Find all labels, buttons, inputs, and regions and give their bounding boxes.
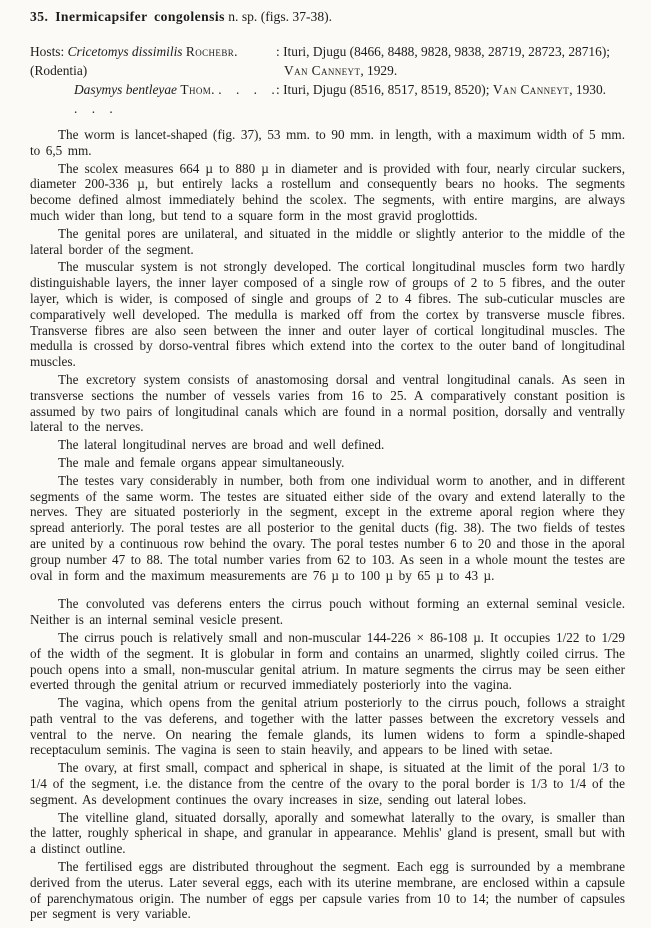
host-note: (Rodentia) xyxy=(30,63,88,78)
paragraph-cirrus-pouch: The cirrus pouch is relatively small and non-muscular 144-226 × 86-108 µ. It occupies 1/22 to 1/29 of the width of the segment. It is globular in form and contains an unarmed, slightly coiled cirrus. The pouch opens into a small, non-muscular genital atrium. In mature segments the cirrus may be seen either everted through the genital atrium or recurved immediately posteriorly into the vagina. xyxy=(30,629,625,693)
host-row-dasymys xyxy=(30,80,625,118)
hosts-block xyxy=(30,42,625,118)
paragraph-nerves: The lateral longitudinal nerves are broad and well defined. xyxy=(58,437,385,453)
host-locality-text: : Ituri, Djugu (8516, 8517, 8519, 8520); xyxy=(276,82,493,97)
species-heading-number-name: 35. Inermicapsifer congolensis xyxy=(30,9,225,24)
host-locality xyxy=(276,42,625,80)
host-entry xyxy=(30,80,276,118)
host-collector-name: Van Canneyt xyxy=(284,63,361,78)
paragraph-testes: The testes vary considerably in number, both from one individual worm to another, and in different segments of the same worm. The testes are situated either side of the ovary and extend laterally to the nerves. They are situated posteriorly in the segment, except in the extreme aporal region where they spread anteriorly. The poral testes are all posterior to the genital ducts (fig. 38). The two fields of testes are united by a continuous row behind the ovary. The poral testes number 6 to 20 and those in the aporal group number 47 to 88. The total number varies from 62 to 103. As seen in a whole mount the testes are oval in form and the maximum measurements are 76 µ to 100 µ by 65 µ to 43 µ. xyxy=(30,472,625,583)
host-species-author: Thom. xyxy=(180,82,215,97)
dot-leader: . . . . . . . xyxy=(74,82,276,116)
host-species-author: Rochebr. xyxy=(185,44,238,59)
paragraph-eggs: The fertilised eggs are distributed throughout the segment. Each egg is surrounded by a membrane derived from the uterus. Later several eggs, each with its uterine membrane, are enclosed within a capsule of parenchymatous origin. The number of eggs per capsule varies from 10 to 14; the number of capsules per segment is very variable. xyxy=(30,859,625,922)
paragraph-scolex: The scolex measures 664 µ to 880 µ in diameter and is provided with four, nearly circular suckers, diameter 200-336 µ, but entirely lacks a rostellum and consequently bears no hooks. The segments become defined almost immediately behind the scolex. The segments, with entire margins, are always much wider than long, but tend to a square form in the most gravid proglottids. xyxy=(30,160,625,223)
paragraph-ovary: The ovary, at first small, compact and spherical in shape, is situated at the limit of the poral 1/3 to 1/4 of the segment, i.e. the distance from the centre of the ovary to the poral border is 1/3 to 1/4 of the segment. As development continues the ovary increases in size, sending out lateral lobes. xyxy=(30,760,625,807)
host-entry xyxy=(30,42,276,80)
paragraph-muscular-system: The muscular system is not strongly developed. The cortical longitudinal muscles form two hardly distinguishable layers, the inner layer composed of a single row of groups of 2 to 5 fibres, and the outer layer, which is wider, is composed of single and groups of 2 to 4 fibres. The sub-cuticular muscles are comparatively well developed. The medulla is marked off from the cortex by transverse muscle fibres. Transverse fibres are also seen between the inner and outer layer of cortical longitudinal muscles. The medulla is crossed by dorso-ventral fibres which extend into the cortex to the outer band of longitudinal muscles. xyxy=(30,259,625,370)
species-description xyxy=(30,127,625,922)
host-row-cricetomys xyxy=(30,42,625,80)
paragraph-vagina: The vagina, which opens from the genital atrium posteriorly to the cirrus pouch, follows a straight path ventral to the vas deferens, and together with the latter passes between the excretory vessels and ventral to the nerve. On nearing the female glands, its lumen widens to form a spindle-shaped receptaculum seminis. The vagina is seen to stain heavily, and appears to be lined with setae. xyxy=(30,695,625,758)
paragraph-male-female-organs: The male and female organs appear simultaneously. xyxy=(58,454,345,470)
host-collector-name: Van Canneyt xyxy=(492,82,570,97)
host-species-name: Cricetomys dissimilis xyxy=(67,44,183,59)
species-heading-suffix: n. sp. (figs. 37-38). xyxy=(224,9,333,24)
paragraph-vitelline-gland: The vitelline gland, situated dorsally, aporally and somewhat laterally to the ovary, is smaller than the latter, roughly spherical in shape, and granular in appearance. Mehlis' gland is present, small but with a distinct outline. xyxy=(30,809,625,857)
host-species-name: Dasymys bentleyae xyxy=(74,82,177,97)
hosts-label: Hosts: xyxy=(30,44,68,59)
paragraph-vas-deferens: The convoluted vas deferens enters the cirrus pouch without forming an external seminal vesicle. Neither is an internal seminal vesicle present. xyxy=(30,596,625,628)
paragraph-worm-shape: The worm is lancet-shaped (fig. 37), 53 mm. to 90 mm. in length, with a maximum width of 5 mm. to 6,5 mm. xyxy=(30,127,625,158)
host-locality-text: : Ituri, Djugu (8466, 8488, 9828, 9838, 28719, 28723, 28716); xyxy=(276,44,611,59)
paragraph-excretory-system: The excretory system consists of anastomosing dorsal and ventral longitudinal canals. As seen in transverse sections the number of vessels varies from 16 to 25. A comparatively constant position is assumed by two pairs of longitudinal canals which are found in a normal position, dorsally and ventrally lateral to the nerves. xyxy=(30,371,625,435)
species-heading xyxy=(30,7,625,27)
paragraph-genital-pores: The genital pores are unilateral, and situated in the middle or slightly anterior to the middle of the lateral border of the segment. xyxy=(30,225,625,257)
host-locality xyxy=(276,80,625,99)
host-locality-year: , 1929. xyxy=(360,63,398,78)
host-locality-year: , 1930. xyxy=(569,82,607,97)
